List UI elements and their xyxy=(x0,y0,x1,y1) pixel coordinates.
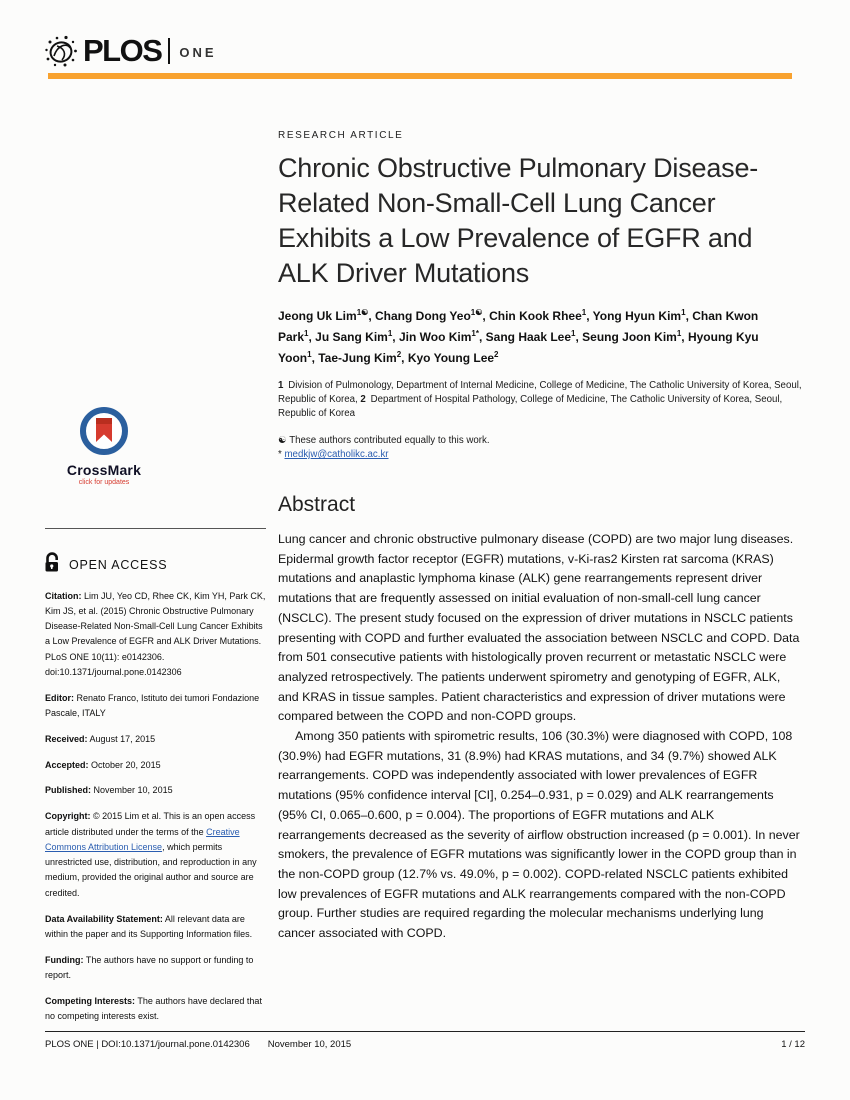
sidebar-entry-published: Published: November 10, 2015 xyxy=(45,785,173,796)
email-marker: * xyxy=(278,449,282,460)
crossmark-title: CrossMark xyxy=(66,462,142,478)
abstract-body xyxy=(278,530,802,944)
author: Seung Joon Kim$^1$, xyxy=(582,329,688,344)
sidebar-entry-accepted: Accepted: October 20, 2015 xyxy=(45,759,161,770)
article-main xyxy=(278,130,802,944)
sidebar-entry-data-availability: Data Availability Statement: All relevant data are within the paper and its Supporting Information files. xyxy=(45,913,253,939)
plos-globe-icon xyxy=(44,34,78,68)
article-kicker: RESEARCH ARTICLE xyxy=(278,130,404,141)
sidebar-entry-editor: Editor: Renato Franco, Istituto dei tumori Fondazione Pascale, ITALY xyxy=(45,692,260,719)
creative-commons-link[interactable]: Creative Commons Attribution License xyxy=(45,826,240,852)
open-access-badge xyxy=(45,552,266,578)
sidebar-entry-funding: Funding: The authors have no support or funding to report. xyxy=(45,954,254,980)
author: Chin Kook Rhee$^1$, xyxy=(489,308,593,323)
author: Chan Kwon Park$^1$, xyxy=(278,309,759,344)
abstract-heading: Abstract xyxy=(278,493,356,516)
open-access-label: OPEN ACCESS xyxy=(69,558,168,572)
footer-page-number: 1 / 12 xyxy=(781,1039,805,1050)
sidebar-divider xyxy=(45,528,266,529)
open-lock-icon xyxy=(45,552,61,578)
author: Jin Woo Kim$^{1*}$, xyxy=(398,329,486,344)
logo-divider xyxy=(168,38,170,64)
article-title: Chronic Obstructive Pulmonary Disease-Related Non-Small-Cell Lung Cancer Exhibits a Low Prevalence of EGFR and ALK Driver Mutations xyxy=(278,153,759,288)
author: Sang Haak Lee$^1$, xyxy=(485,329,583,344)
author: Jeong Uk Lim$^{1☯}$, xyxy=(278,308,375,323)
abstract-paragraph: Lung cancer and chronic obstructive pulmonary disease (COPD) are two major lung diseases. Epidermal growth factor receptor (EGFR) mutations, v-Ki-ras2 Kirsten rat sarcoma (KRAS) mutations and anaplastic lymphoma kinase (ALK) gene rearrangements represent driver mutations that are frequently assessed on initial evaluation of non-small-cell lung cancer (NSCLC). The present study focused on the expression of driver mutations in NSCLC patients presenting with COPD and further evaluated the association between NSCLC and COPD. Data from 501 consecutive patients with histologically proven recurrent or metastatic NSCLC were analyzed retrospectively. The patients underwent spirometry and genotyping of EGFR, ALK, and KRAS in tissue samples. Patient characteristics and expression of driver mutations were compared between the COPD and non-COPD groups. xyxy=(278,532,800,724)
footer xyxy=(45,1039,805,1050)
sidebar-entry-competing-interests: Competing Interests: The authors have declared that no competing interests exist. xyxy=(45,995,262,1022)
header-accent-bar xyxy=(48,73,792,79)
one-wordmark: ONE xyxy=(179,44,217,60)
author: Yong Hyun Kim$^1$, xyxy=(592,308,693,323)
footer-journal-doi: PLOS ONE | DOI:10.1371/journal.pone.0142306 xyxy=(45,1039,250,1050)
corresponding-author-line xyxy=(278,448,802,462)
plos-wordmark: PLOS xyxy=(83,33,162,68)
sidebar xyxy=(45,406,266,1024)
sidebar-entries xyxy=(45,589,266,1025)
author: Hyoung Kyu Yoon$^1$, xyxy=(278,330,759,365)
author: Chang Dong Yeo$^{1☯}$, xyxy=(374,308,490,323)
crossmark-subtitle: click for updates xyxy=(78,479,130,486)
crossmark-badge[interactable] xyxy=(45,406,163,486)
abstract-paragraph: Among 350 patients with spirometric results, 106 (30.3%) were diagnosed with COPD, 108 (30.9%) had EGFR mutations, 31 (8.9%) had KRAS mutations, and 34 (9.7%) showed ALK rearrangements. COPD was independently associated with lower prevalences of EGFR mutations (95% confidence interval [CI], 0.254–0.931, p = 0.029) and ALK rearrangements (95% CI, 0.065–0.600, p = 0.004). The proportions of EGFR mutations and ALK rearrangements decreased as the severity of airflow obstruction increased (p = 0.001). In never smokers, the prevalence of EGFR mutations was significantly lower in the COPD group than in the non-COPD group (12.7% vs. 49.0%, p = 0.002). COPD-related NSCLC patients exhibited low prevalences of EGFR mutations and ALK rearrangements compared with the non-COPD group. Further studies are required regarding the molecular mechanisms underlying lung cancer associated with COPD. xyxy=(278,729,800,941)
affiliation-list: 1 Division of Pulmonology, Department of Internal Medicine, College of Medicine, The Catholic University of Korea, Seoul, Republic of Korea, 2 Department of Hospital Pathology, College of Medicine, The Catholic University of Korea, Seoul, Republic of Korea xyxy=(278,380,802,419)
sidebar-entry-received: Received: August 17, 2015 xyxy=(45,733,156,744)
author: Ju Sang Kim$^1$, xyxy=(315,329,399,344)
footer-date: November 10, 2015 xyxy=(267,1039,352,1050)
sidebar-entry-copyright: Copyright: © 2015 Lim et al. This is an open access article distributed under the terms of the Creative Commons Attribution License, which permits unrestricted use, distribution, and reproduction in any medium, provided the original author and source are credited. xyxy=(45,811,257,898)
author-list xyxy=(278,304,790,367)
plos-one-logo xyxy=(44,33,217,69)
email-link[interactable]: medkjw@catholikc.ac.kr xyxy=(284,449,389,460)
footer-divider xyxy=(45,1031,805,1032)
author: Kyo Young Lee$^2$ xyxy=(407,350,499,365)
crossmark-icon xyxy=(79,443,129,460)
author: Tae-Jung Kim$^2$, xyxy=(318,350,408,365)
equal-contribution-note: ☯ These authors contributed equally to this work. xyxy=(278,435,490,446)
sidebar-entry-citation: Citation: Lim JU, Yeo CD, Rhee CK, Kim YH, Park CK, Kim JS, et al. (2015) Chronic Obstructive Pulmonary Disease-Related Non-Small-Cell Lung Cancer Exhibits a Low Prevalence of EGFR and ALK Driver Mutations. PLoS ONE 10(11): e0142306. doi:10.1371/journal.pone.0142306 xyxy=(45,590,266,677)
